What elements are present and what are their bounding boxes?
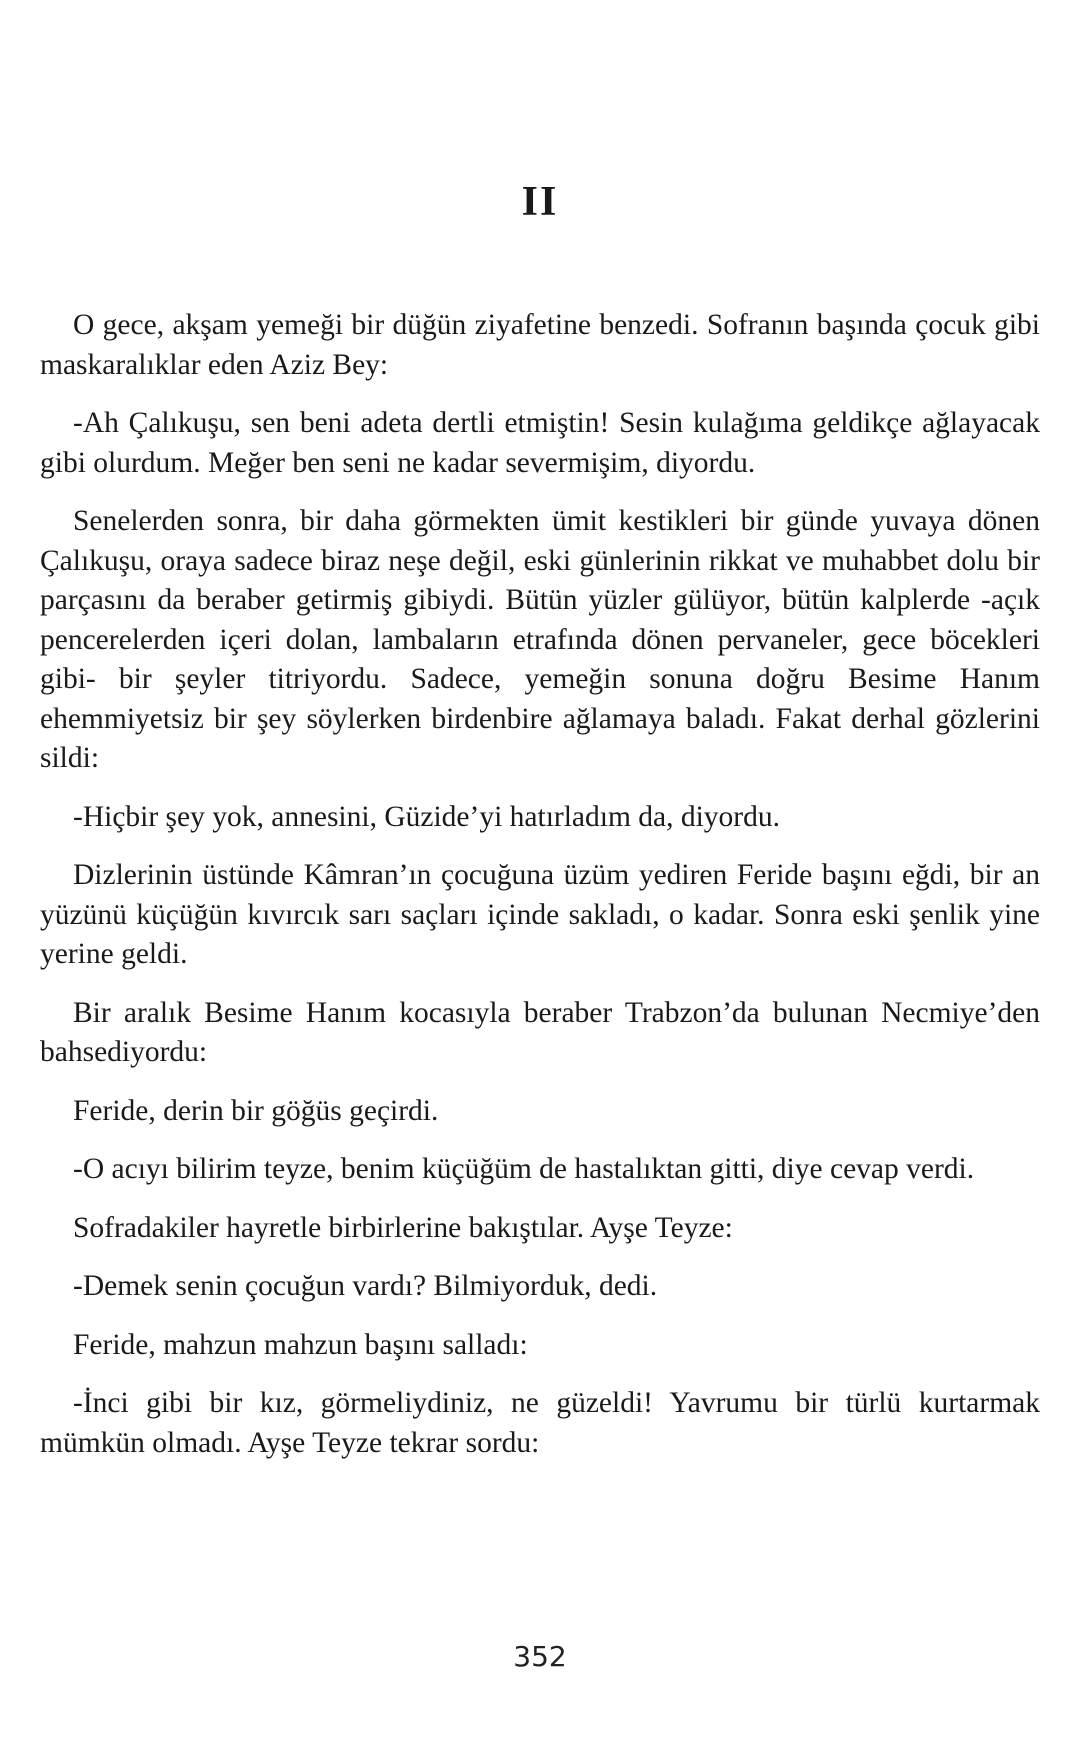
paragraph: -İnci gibi bir kız, görmeliydiniz, ne güzeldi! Yavrumu bir türlü kurtarmak mümkün olmadı. Ayşe Teyze tekrar sordu:	[40, 1387, 1040, 1459]
paragraph: -O acıyı bilirim teyze, benim küçüğüm de hastalıktan gitti, diye cevap verdi.	[73, 1153, 975, 1185]
paragraph: -Hiçbir şey yok, annesini, Güzide’yi hatırladım da, diyordu.	[73, 800, 781, 833]
paragraph: Dizlerinin üstünde Kâmran’ın çocuğuna üzüm yediren Feride başını eğdi, bir an yüzünü küçüğün kıvırcık sarı saçları içinde sakladı, o kadar. Sonra eski şenlik yine yerine geldi.	[40, 859, 1040, 970]
paragraph: Bir aralık Besime Hanım kocasıyla beraber Trabzon’da bulunan Necmiye’den bahsediyordu:	[40, 996, 1040, 1068]
paragraph: Feride, mahzun mahzun başını salladı:	[73, 1328, 528, 1361]
paragraph: O gece, akşam yemeği bir düğün ziyafetine benzedi. Sofranın başında çocuk gibi maskaralıklar eden Aziz Bey:	[40, 309, 1040, 381]
text-body	[40, 306, 1040, 1482]
paragraph: -Demek senin çocuğun vardı? Bilmiyorduk, dedi.	[73, 1270, 658, 1302]
paragraph: -Ah Çalıkuşu, sen beni adeta dertli etmiştin! Sesin kulağıma geldikçe ağlayacak gibi olurdum. Meğer ben seni ne kadar severmişim, diyordu.	[40, 407, 1040, 479]
page-number: 352	[513, 1640, 567, 1673]
chapter-heading: II	[521, 179, 559, 225]
paragraph: Feride, derin bir göğüs geçirdi.	[73, 1094, 439, 1127]
paragraph: Sofradakiler hayretle birbirlerine bakıştılar. Ayşe Teyze:	[73, 1211, 733, 1244]
paragraph: Senelerden sonra, bir daha görmekten ümit kestikleri bir günde yuvaya dönen Çalıkuşu, oraya sadece biraz neşe değil, eski günlerinin rikkat ve muhabbet dolu bir parçasını da beraber getirmiş gibiydi. Bütün yüzler gülüyor, bütün kalplerde -açık pencerelerden içeri dolan, lambaların etrafında dönen pervaneler, gece böcekleri gibi- bir şeyler titriyordu. Sadece, yemeğin sonuna doğru Besime Hanım ehemmiyetsiz bir şey söylerken birdenbire ağlamaya baladı. Fakat derhal gözlerini sildi:	[40, 505, 1040, 774]
